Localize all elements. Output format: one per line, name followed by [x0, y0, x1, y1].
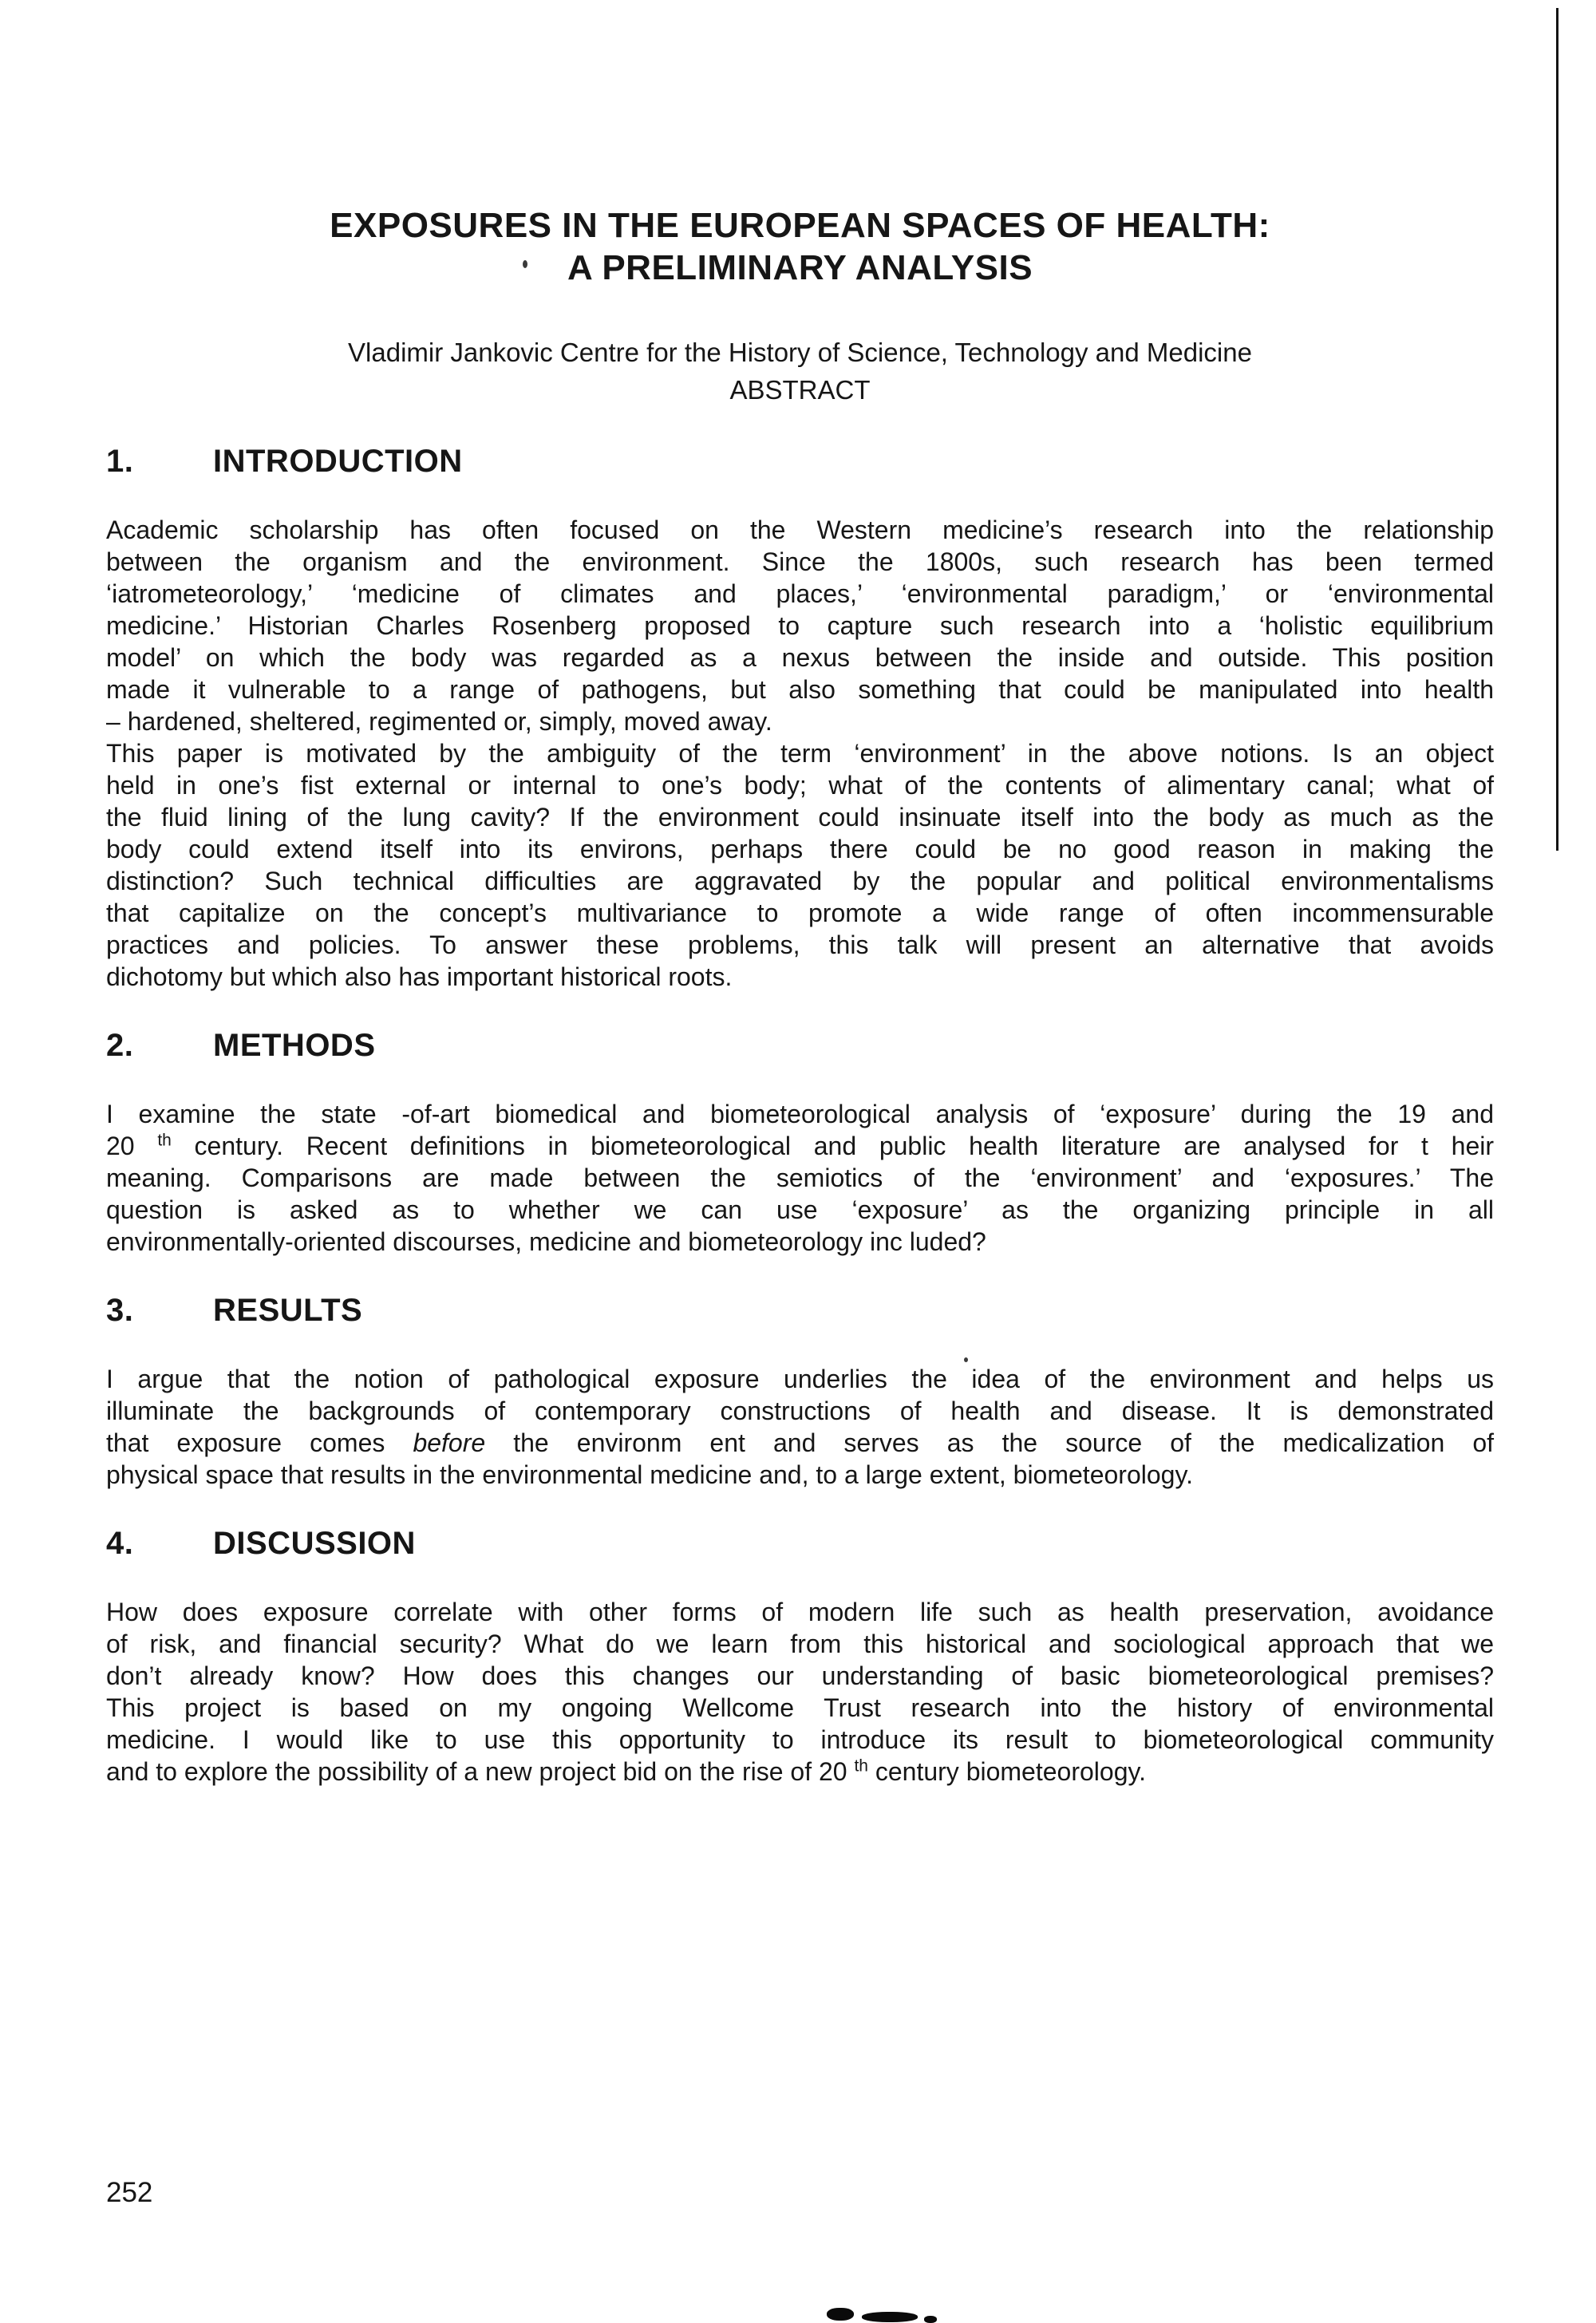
text-line	[106, 1098, 1494, 1130]
section-heading	[106, 1526, 1494, 1561]
text-line	[106, 897, 1494, 929]
text-line	[106, 1459, 1494, 1491]
text-run: meaning. Comparisons are made between the semiotics of the ‘environment’ and ‘exposures.’ The	[106, 1163, 1494, 1192]
text-run: of risk, and financial security? What do we learn from this historical and sociological approach that we	[106, 1630, 1494, 1658]
text-line	[106, 546, 1494, 578]
text-run: medicine. I would like to use this opportunity to introduce its result to biometeorological community	[106, 1725, 1494, 1754]
abstract-label: ABSTRACT	[729, 375, 871, 405]
text-line	[106, 865, 1494, 897]
text-line	[106, 961, 1494, 993]
text-run: ‘iatrometeorology,’ ‘medicine of climates and places,’ ‘environmental paradigm,’ or ‘environmental	[106, 579, 1494, 608]
page-body	[106, 0, 1494, 1788]
section-number: 3.	[106, 1293, 134, 1328]
text-line	[106, 833, 1494, 865]
section-number: 4.	[106, 1526, 134, 1561]
section	[106, 1028, 1494, 1258]
text-run: that capitalize on the concept’s multivariance to promote a wide range of often incommensurable	[106, 899, 1494, 927]
text-line	[106, 578, 1494, 610]
text-line	[106, 1427, 1494, 1459]
sections	[106, 444, 1494, 1788]
text-run: distinction? Such technical difficulties are aggravated by the popular and political environmentalisms	[106, 867, 1494, 895]
text-run: made it vulnerable to a range of pathogens, but also something that could be manipulated into health	[106, 675, 1494, 704]
section	[106, 1526, 1494, 1788]
section-heading	[106, 1028, 1494, 1063]
text-line	[106, 610, 1494, 642]
text-run: don’t already know? How does this changes our understanding of basic biometeorological premises?	[106, 1661, 1494, 1690]
text-run-superscript: th	[157, 1131, 172, 1150]
scan-artifact-bottom-smudge	[924, 2316, 937, 2323]
scan-artifact-bottom-smudge	[827, 2308, 854, 2321]
text-line	[106, 1596, 1494, 1628]
text-line	[106, 1226, 1494, 1258]
text-run: Academic scholarship has often focused on the Western medicine’s research into the relationship	[106, 516, 1494, 544]
section-title: INTRODUCTION	[213, 444, 463, 479]
text-run: illuminate the backgrounds of contemporary constructions of health and disease. It is demonstrated	[106, 1397, 1494, 1425]
scan-artifact-dot	[964, 1357, 968, 1362]
section	[106, 1293, 1494, 1491]
text-line	[106, 1363, 1494, 1395]
text-run: body could extend itself into its environs, perhaps there could be no good reason in making the	[106, 835, 1494, 863]
text-run: model’ on which the body was regarded as a nexus between the inside and outside. This position	[106, 643, 1494, 672]
text-line	[106, 737, 1494, 769]
text-run: I argue that the notion of pathological exposure underlies the idea of the environment and helps us	[106, 1365, 1494, 1393]
text-line	[106, 929, 1494, 961]
page-number: 252	[106, 2177, 153, 2208]
text-line	[106, 674, 1494, 705]
section-number: 2.	[106, 1028, 134, 1063]
text-run: the environm ent and serves as the source of the medicalization of	[485, 1428, 1495, 1457]
text-run: and to explore the possibility of a new project bid on the rise of 20	[106, 1757, 855, 1786]
paper-title-line2: A PRELIMINARY ANALYSIS	[567, 248, 1033, 287]
text-run: This paper is motivated by the ambiguity of the term ‘environment’ in the above notions. Is an object	[106, 739, 1494, 768]
text-line	[106, 1130, 1494, 1162]
section-heading	[106, 1293, 1494, 1328]
text-run: medicine.’ Historian Charles Rosenberg proposed to capture such research into a ‘holistic equilibrium	[106, 611, 1494, 640]
text-line	[106, 1724, 1494, 1756]
paper-title-line1: EXPOSURES IN THE EUROPEAN SPACES OF HEALTH:	[330, 206, 1270, 245]
text-run-superscript: th	[854, 1756, 868, 1776]
section-title: DISCUSSION	[213, 1526, 416, 1561]
text-line	[106, 769, 1494, 801]
paragraph	[106, 514, 1494, 737]
title-block	[106, 204, 1494, 289]
text-run: held in one’s fist external or internal to one’s body; what of the contents of alimentary canal; what of	[106, 771, 1494, 800]
section-number: 1.	[106, 444, 134, 479]
byline-block	[106, 334, 1494, 409]
text-line	[106, 1692, 1494, 1724]
text-run-italic: before	[413, 1428, 486, 1457]
text-line	[106, 1628, 1494, 1660]
text-run: century. Recent definitions in biometeorological and public health literature are analysed for t heir	[171, 1132, 1495, 1160]
paragraph	[106, 1098, 1494, 1258]
scan-artifact-dot	[523, 260, 527, 268]
section	[106, 444, 1494, 993]
text-run: – hardened, sheltered, regimented or, simply, moved away.	[106, 707, 772, 736]
text-run: I examine the state -of-art biomedical and biometeorological analysis of ‘exposure’ during the 19 and	[106, 1100, 1494, 1128]
text-line	[106, 514, 1494, 546]
text-run: century biometeorology.	[867, 1757, 1146, 1786]
scan-artifact-bottom-smudge	[862, 2312, 918, 2322]
text-line	[106, 1162, 1494, 1194]
text-line	[106, 801, 1494, 833]
text-line	[106, 1194, 1494, 1226]
text-run: How does exposure correlate with other forms of modern life such as health preservation, avoidance	[106, 1598, 1494, 1626]
section-title: METHODS	[213, 1028, 376, 1063]
text-run: the fluid lining of the lung cavity? If the environment could insinuate itself into the body as much as the	[106, 803, 1494, 832]
byline: Vladimir Jankovic Centre for the History of Science, Technology and Medicine	[348, 338, 1252, 367]
text-run: that exposure comes	[106, 1428, 413, 1457]
paragraph	[106, 1596, 1494, 1788]
text-line	[106, 705, 1494, 737]
text-line	[106, 642, 1494, 674]
text-run: practices and policies. To answer these problems, this talk will present an alternative that avoids	[106, 930, 1494, 959]
section-title: RESULTS	[213, 1293, 363, 1328]
text-run: environmentally-oriented discourses, medicine and biometeorology inc luded?	[106, 1227, 986, 1256]
text-run: between the organism and the environment. Since the 1800s, such research has been termed	[106, 547, 1494, 576]
text-run: physical space that results in the environmental medicine and, to a large extent, biometeorology.	[106, 1460, 1193, 1489]
text-run: This project is based on my ongoing Wellcome Trust research into the history of environmental	[106, 1693, 1494, 1722]
text-line	[106, 1756, 1494, 1788]
text-line	[106, 1395, 1494, 1427]
text-line	[106, 1660, 1494, 1692]
paragraph	[106, 1363, 1494, 1491]
text-run: 20	[106, 1132, 158, 1160]
scan-artifact-right-edge-line	[1556, 8, 1558, 851]
section-heading	[106, 444, 1494, 479]
paragraph	[106, 737, 1494, 993]
text-run: question is asked as to whether we can use ‘exposure’ as the organizing principle in all	[106, 1195, 1494, 1224]
text-run: dichotomy but which also has important historical roots.	[106, 962, 733, 991]
